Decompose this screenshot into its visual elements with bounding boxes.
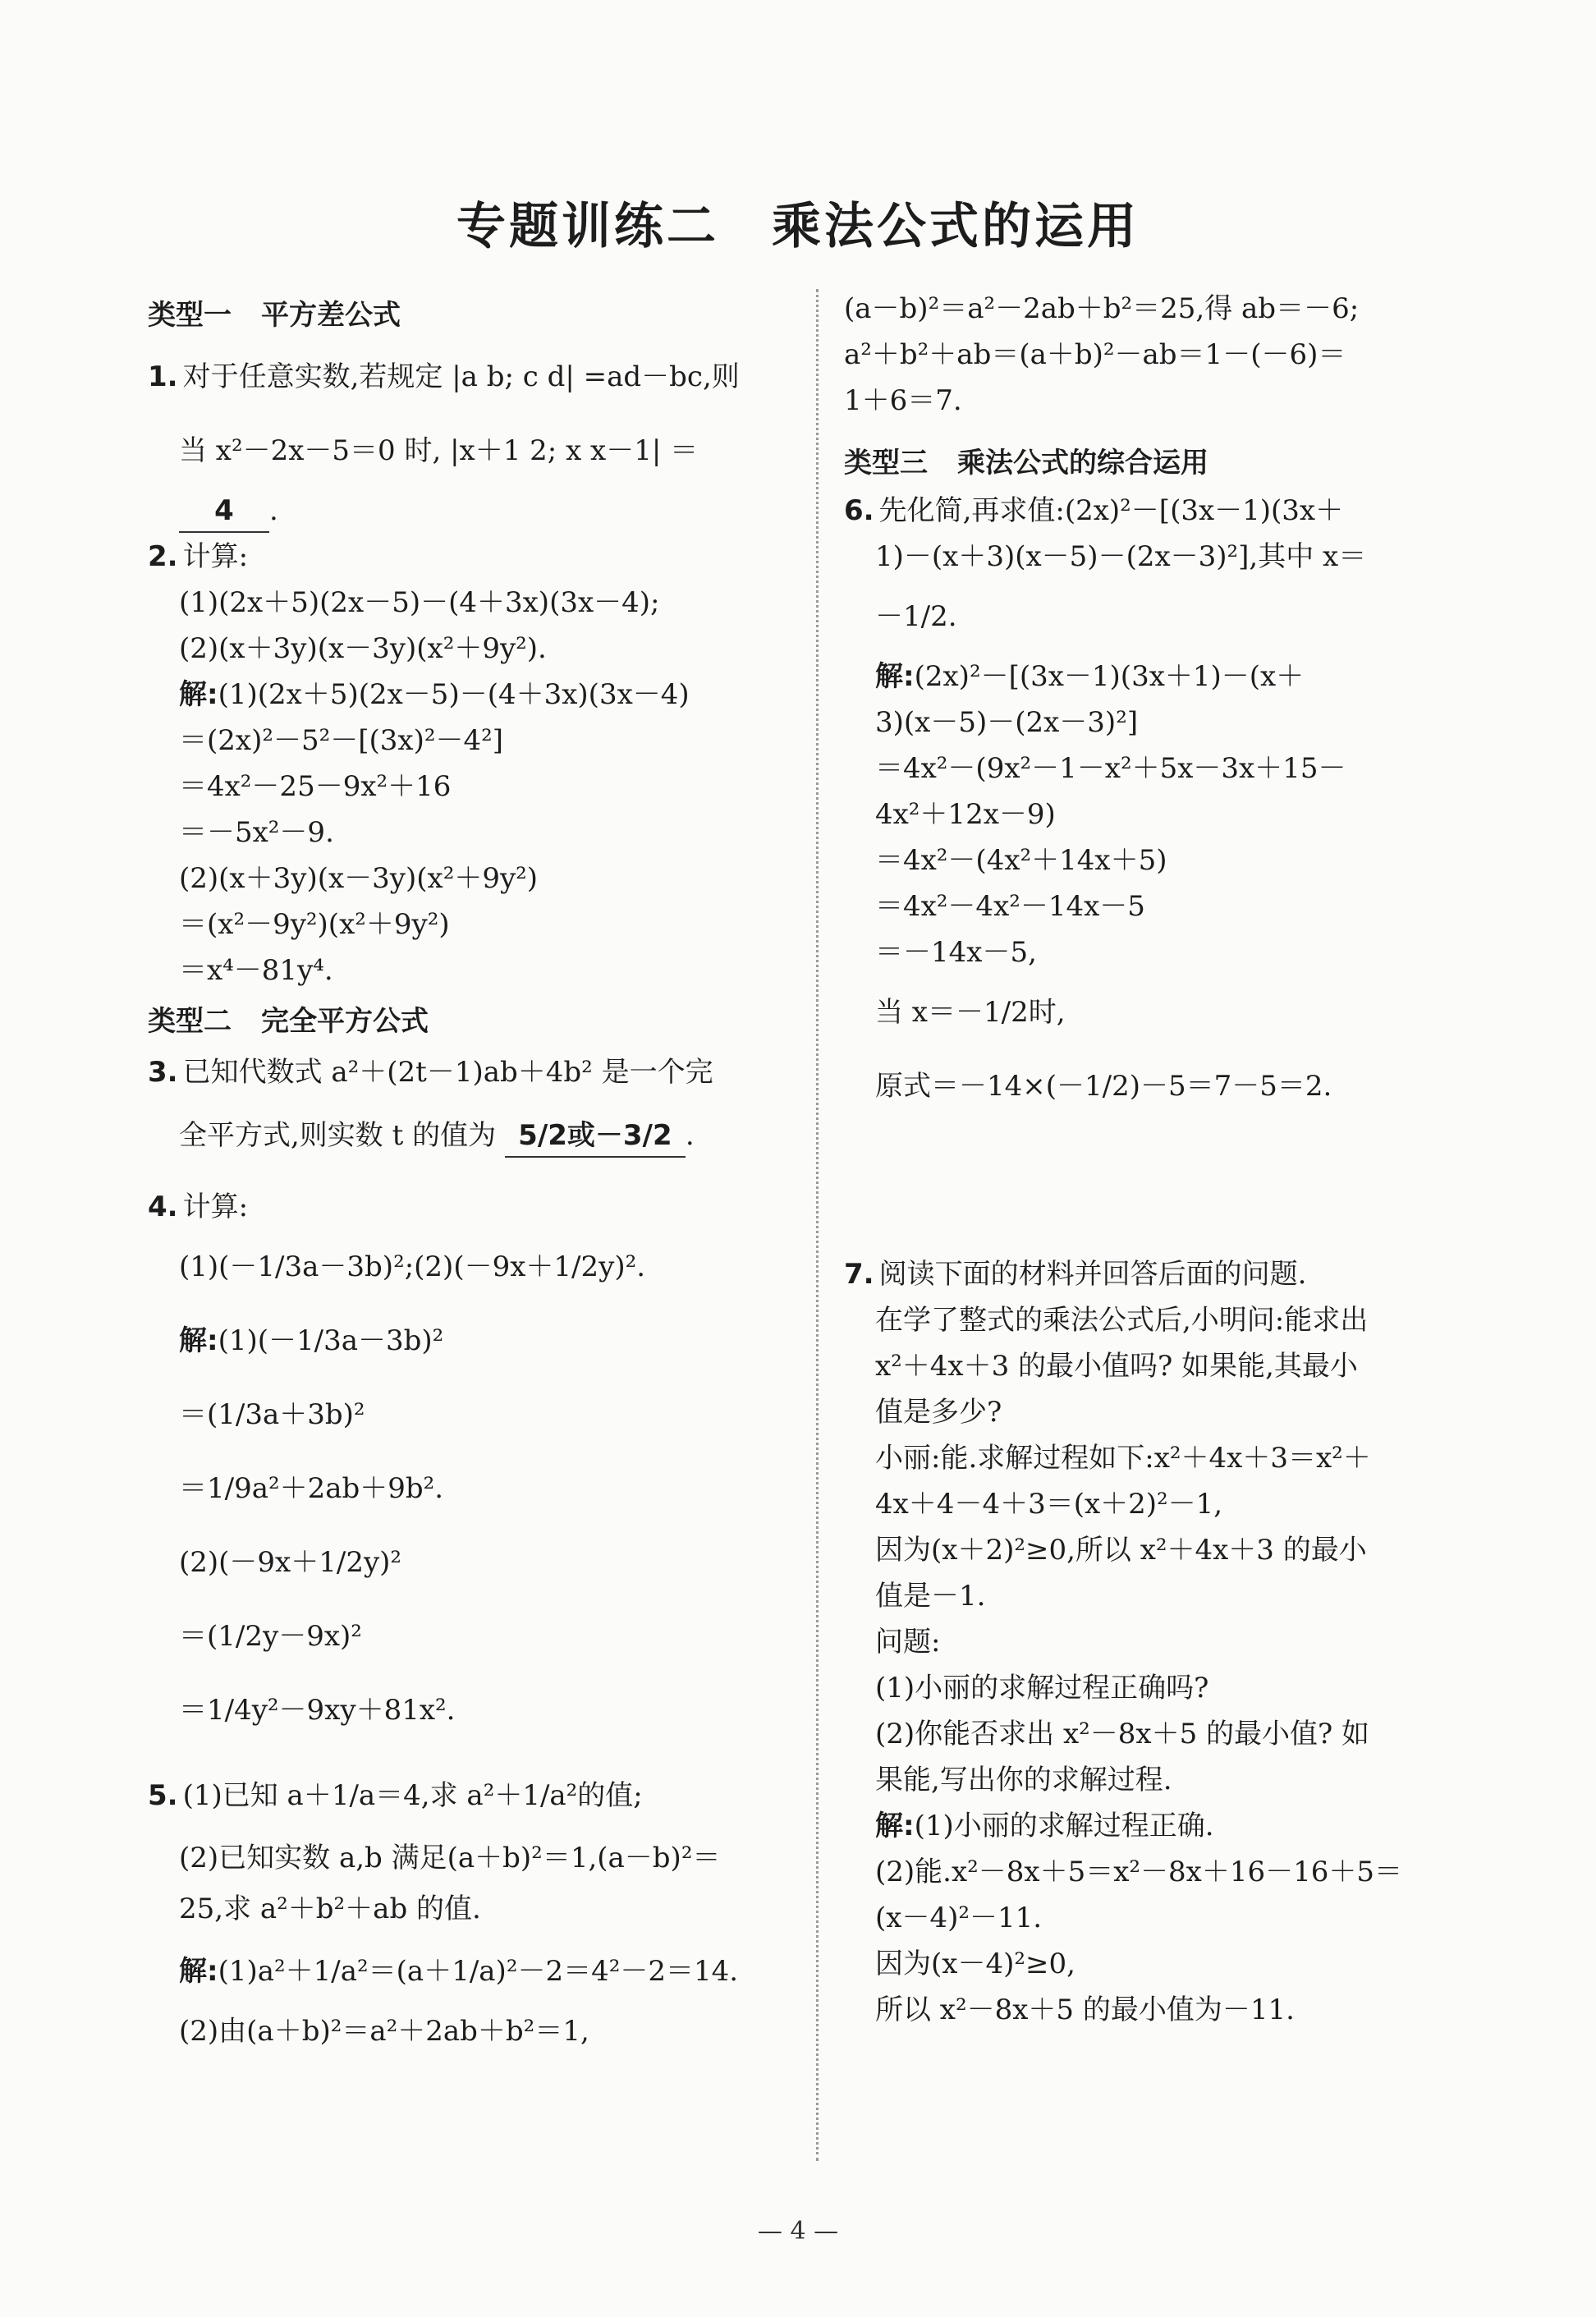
solution-line: ＝1/9a²＋2ab＋9b². — [179, 1472, 444, 1505]
solution-line: 4x²＋12x－9) — [875, 798, 1056, 831]
question-3: 3. 已知代数式 a²＋(2t－1)ab＋4b² 是一个完 全平方式,则实数 t 的值为 5/2或－3/2 . — [148, 1046, 788, 1172]
solution-line: 解:(2x)²－[(3x－1)(3x＋1)－(x＋ — [875, 660, 1305, 693]
question-text: 因为(x＋2)²≥0,所以 x²＋4x＋3 的最小 — [875, 1534, 1367, 1567]
solution-line: ＝－5x²－9. — [179, 816, 334, 849]
solution-line: ＝(1/3a＋3b)² — [179, 1398, 365, 1431]
answer-blank: 5/2或－3/2 — [505, 1115, 686, 1158]
section-heading-type1: 类型一 平方差公式 — [148, 299, 401, 332]
question-4: 4. 计算: (1)(－1/3a－3b)²;(2)(－9x＋1/2y)². 解:(1)(－1/3a－3b)² ＝(1/3a＋3b)² ＝1/9a²＋2ab＋9b². (2)(－9x＋1/2y)² ＝(1/2y－9x)² ＝1/4y²－9xy＋81x². — [148, 1184, 788, 1747]
question-1: 1. 对于任意实数,若规定 |a b; c d| =ad－bc,则 当 x²－2x－5＝0 时, |x＋1 2; x x－1| ＝ 4 . — [148, 340, 788, 534]
question-5-continued — [844, 286, 1493, 424]
question-text: (1)已知 a＋1/a＝4,求 a²＋1/a²的值; — [182, 1779, 643, 1812]
solution-line: 当 x＝－1/2时, — [875, 996, 1066, 1029]
solution-line: ＝4x²－(4x²＋14x＋5) — [875, 844, 1167, 877]
question-number: 6. — [844, 494, 874, 527]
solution-line: ＝1/4y²－9xy＋81x². — [179, 1694, 456, 1727]
solution-line: 原式＝－14×(－1/2)－5＝7－5＝2. — [875, 1070, 1332, 1103]
question-text: (1)(2x＋5)(2x－5)－(4＋3x)(3x－4); — [179, 586, 660, 619]
question-number: 7. — [844, 1258, 874, 1291]
solution-line: ＝x⁴－81y⁴. — [179, 954, 333, 987]
question-number: 3. — [148, 1056, 178, 1089]
solution-line: ＝4x²－(9x²－1－x²＋5x－3x＋15－ — [875, 752, 1346, 785]
question-5 — [148, 1759, 788, 2054]
question-text: 4x＋4－4＋3＝(x＋2)²－1, — [875, 1488, 1223, 1521]
solution-line: 解:(1)(－1/3a－3b)² — [179, 1324, 444, 1357]
question-text: －1/2. — [875, 600, 957, 633]
solution-line: 3)(x－5)－(2x－3)²] — [875, 706, 1139, 739]
answer-blank: 4 — [179, 490, 269, 533]
column-divider — [816, 289, 819, 2161]
solution-line: 所以 x²－8x＋5 的最小值为－11. — [875, 1994, 1295, 2026]
question-text: 问题: — [875, 1626, 941, 1659]
solution-line: ＝－14x－5, — [875, 936, 1037, 969]
section-heading-type2: 类型二 完全平方公式 — [148, 1005, 429, 1038]
question-number: 2. — [148, 540, 178, 573]
question-text: 果能,写出你的求解过程. — [875, 1764, 1172, 1796]
question-text: 在学了整式的乘法公式后,小明问:能求出 — [875, 1304, 1369, 1337]
question-text: 对于任意实数,若规定 |a b; c d| =ad－bc,则 — [182, 360, 740, 393]
page-title: 专题训练二 乘法公式的运用 — [456, 198, 1140, 255]
solution-line: ＝4x²－25－9x²＋16 — [179, 770, 452, 803]
question-6 — [844, 488, 1493, 1123]
question-text: (2)已知实数 a,b 满足(a＋b)²＝1,(a－b)²＝ — [179, 1842, 721, 1874]
question-text: 值是－1. — [875, 1580, 986, 1613]
question-text: x²＋4x＋3 的最小值吗? 如果能,其最小 — [875, 1350, 1358, 1383]
question-number: 5. — [148, 1779, 178, 1812]
left-column — [148, 287, 788, 2054]
question-text: 值是多少? — [875, 1396, 1002, 1429]
solution-line: 解:(1)(2x＋5)(2x－5)－(4＋3x)(3x－4) — [179, 678, 690, 711]
solution-line: a²＋b²＋ab＝(a＋b)²－ab＝1－(－6)＝ — [844, 338, 1346, 371]
solution-line: 因为(x－4)²≥0, — [875, 1948, 1075, 1980]
solution-line: ＝(2x)²－5²－[(3x)²－4²] — [179, 724, 503, 757]
question-text: 已知代数式 a²＋(2t－1)ab＋4b² 是一个完 — [182, 1056, 713, 1089]
solution-line: 解:(1)小丽的求解过程正确. — [875, 1810, 1214, 1842]
solution-line: (2)能.x²－8x＋5＝x²－8x＋16－16＋5＝ — [875, 1856, 1402, 1888]
question-text: (2)你能否求出 x²－8x＋5 的最小值? 如 — [875, 1718, 1370, 1750]
solution-line: 解:(1)a²＋1/a²＝(a＋1/a)²－2＝4²－2＝14. — [179, 1955, 739, 1988]
right-column — [844, 286, 1493, 2033]
solution-line: (a－b)²＝a²－2ab＋b²＝25,得 ab＝－6; — [844, 292, 1360, 325]
solution-line: (2)(－9x＋1/2y)² — [179, 1546, 402, 1579]
question-number: 1. — [148, 360, 178, 393]
solution-line: 1＋6＝7. — [844, 384, 962, 417]
question-text: 全平方式,则实数 t 的值为 — [179, 1119, 497, 1152]
question-text: 1)－(x＋3)(x－5)－(2x－3)²],其中 x＝ — [875, 540, 1367, 573]
question-text: 当 x²－2x－5＝0 时, |x＋1 2; x x－1| ＝ — [179, 434, 699, 467]
question-text: 先化简,再求值:(2x)²－[(3x－1)(3x＋ — [878, 494, 1344, 527]
solution-line: ＝(1/2y－9x)² — [179, 1620, 362, 1653]
question-7 — [844, 1251, 1493, 2033]
question-number: 4. — [148, 1191, 178, 1223]
question-text: 25,求 a²＋b²＋ab 的值. — [179, 1893, 481, 1925]
question-text: (1)(－1/3a－3b)²;(2)(－9x＋1/2y)². — [179, 1250, 646, 1283]
solution-line: (2)(x＋3y)(x－3y)(x²＋9y²) — [179, 862, 539, 895]
solution-line: (2)由(a＋b)²＝a²＋2ab＋b²＝1, — [179, 2015, 589, 2048]
question-text: (2)(x＋3y)(x－3y)(x²＋9y²). — [179, 632, 547, 665]
solution-line: ＝(x²－9y²)(x²＋9y²) — [179, 908, 450, 941]
question-2: 2. 计算: (1)(2x＋5)(2x－5)－(4＋3x)(3x－4); (2)(x＋3y)(x－3y)(x²＋9y²). 解:(1)(2x＋5)(2x－5)－(4＋3x)(3x－4) ＝(2x)²－5²－[(3x)²－4²] ＝4x²－25－9x²＋16 ＝－5x²－9. (2)(x＋3y)(x－3y)(x²＋9y²) ＝(x²－9y²)(x²＋9y²) ＝x⁴－81y⁴. — [148, 534, 788, 993]
question-text: 阅读下面的材料并回答后面的问题. — [878, 1258, 1307, 1291]
question-text: (1)小丽的求解过程正确吗? — [875, 1672, 1209, 1704]
section-heading-type3: 类型三 乘法公式的综合运用 — [844, 447, 1208, 479]
page-number: — 4 — — [757, 2217, 839, 2246]
solution-line: ＝4x²－4x²－14x－5 — [875, 890, 1145, 923]
question-text: 小丽:能.求解过程如下:x²＋4x＋3＝x²＋ — [875, 1442, 1371, 1475]
solution-line: (x－4)²－11. — [875, 1902, 1043, 1934]
